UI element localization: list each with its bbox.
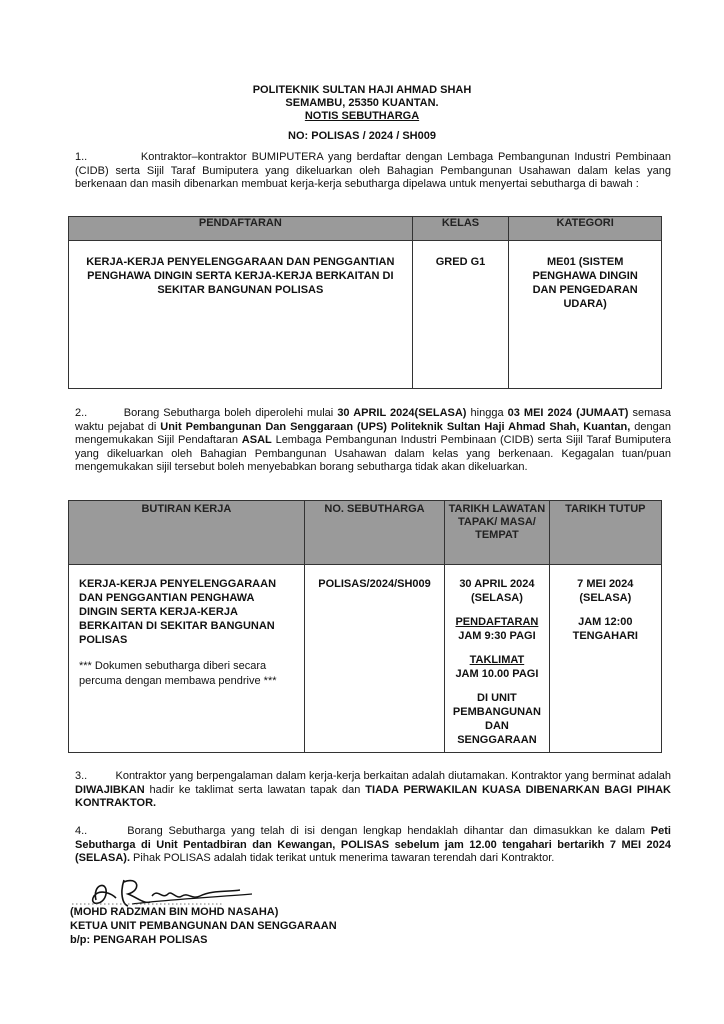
reference-number: NO: POLISAS / 2024 / SH009	[288, 130, 436, 142]
registration-table	[68, 216, 662, 389]
header-pendaftaran: PENDAFTARAN	[69, 217, 413, 241]
text-segment: hingga	[466, 407, 508, 419]
header-tutup: TARIKH TUTUP	[549, 501, 661, 565]
paragraph-number: 3..	[75, 770, 88, 782]
briefing-label: TAKLIMAT	[469, 654, 525, 666]
briefing-time: JAM 10.00 PAGI	[455, 668, 539, 680]
on-behalf-of: b/p: PENGARAH POLISAS	[70, 934, 208, 946]
institution-name: POLITEKNIK SULTAN HAJI AHMAD SHAH	[252, 84, 472, 96]
office-location: Unit Pembangunan Dan Senggaraan (UPS) Politeknik Sultan Haji Ahmad Shah, Kuantan,	[160, 420, 631, 433]
kategori-cell: ME01 (SISTEM PENGHAWA DINGIN DAN PENGEDARAN UDARA)	[532, 256, 638, 310]
quotation-number: POLISAS/2024/SH009	[318, 578, 431, 590]
signatory-title: KETUA UNIT PEMBANGUNAN DAN SENGGARAAN	[70, 920, 337, 932]
site-visit-date: 30 APRIL 2024	[459, 578, 535, 590]
header-butiran: BUTIRAN KERJA	[69, 501, 305, 565]
mandatory-emphasis: DIWAJIBKAN	[75, 783, 145, 796]
paragraph-number: 4..	[75, 825, 88, 837]
kelas-cell: GRED G1	[435, 256, 486, 268]
text-segment: hadir ke taklimat serta lawatan tapak dan	[144, 783, 366, 796]
header-kategori: KATEGORI	[509, 217, 662, 241]
no-proxy-emphasis: TIADA PERWAKILAN KUASA DIBENARKAN BAGI PIHAK KONTRAKTOR.	[75, 783, 671, 809]
butiran-cell: KERJA-KERJA PENYELENGGARAAN DAN PENGGANTIAN PENGHAWA DINGIN SERTA KERJA-KERJA BERKAITAN DI SEKITAR BANGUNAN POLISAS	[79, 578, 277, 646]
paragraph-2	[75, 407, 671, 475]
start-date: 30 APRIL 2024(SELASA)	[337, 407, 467, 419]
site-visit-day: (SELASA)	[470, 592, 523, 604]
closing-date: 7 MEI 2024	[577, 578, 634, 590]
pendaftaran-cell: KERJA-KERJA PENYELENGGARAAN DAN PENGGANTIAN PENGHAWA DINGIN SERTA KERJA-KERJA BERKAITAN DI SEKITAR BANGUNAN POLISAS	[86, 256, 395, 296]
text-segment: semasa waktu pejabat di	[75, 407, 671, 433]
submission-location: Peti Sebutharga di Unit Pentadbiran dan Kewangan, POLISAS sebelum jam 12.00 tengahari bertarikh 7 MEI 2024 (SELASA).	[75, 825, 671, 864]
closing-time: JAM 12:00 TENGAHARI	[572, 616, 638, 642]
text-segment: Borang Sebutharga boleh diperolehi mulai	[123, 407, 338, 419]
paragraph-text: Kontraktor–kontraktor BUMIPUTERA yang berdaftar dengan Lembaga Pembangunan Industri Pembinaan (CIDB) serta Sijil Taraf Bumiputera yang dikeluarkan oleh Bahagian Pembangunan Usahawan dalam kelas yang berkenaan dan masih dibenarkan membuat kerja-kerja sebutharga dipelawa untuk menyertai sebutharga di bawah :	[75, 151, 671, 190]
text-segment: Kontraktor yang berpengalaman dalam kerja-kerja berkaitan adalah diutamakan. Kontraktor yang berminat adalah	[115, 770, 671, 782]
paragraph-number: 2..	[75, 407, 88, 419]
end-date: 03 MEI 2024 (JUMAAT)	[507, 407, 629, 419]
notice-title: NOTIS SEBUTHARGA	[304, 110, 420, 122]
quotation-details-table	[68, 500, 662, 753]
text-segment: dengan mengemukakan Sijil Pendaftaran	[75, 420, 671, 446]
text-segment: Borang Sebutharga yang telah di isi dengan lengkap hendaklah dihantar dan dimasukkan ke dalam	[127, 825, 651, 837]
header-no: NO. SEBUTHARGA	[304, 501, 444, 565]
paragraph-3	[75, 770, 671, 811]
header-kelas: KELAS	[412, 217, 509, 241]
asal-emphasis: ASAL	[241, 434, 272, 446]
venue: DI UNIT PEMBANGUNAN DAN SENGGARAAN	[452, 692, 541, 746]
paragraph-1	[75, 151, 671, 192]
pendrive-note: *** Dokumen sebutharga diberi secara percuma dengan membawa pendrive ***	[79, 660, 277, 687]
signatory-name: (MOHD RADZMAN BIN MOHD NASAHA)	[70, 906, 279, 918]
text-segment: Pihak POLISAS adalah tidak terikat untuk menerima tawaran terendah dari Kontraktor.	[130, 852, 555, 864]
registration-label: PENDAFTARAN	[455, 616, 539, 628]
registration-time: JAM 9:30 PAGI	[458, 630, 536, 642]
paragraph-number: 1..	[75, 151, 88, 163]
header-lawatan: TARIKH LAWATAN TAPAK/ MASA/ TEMPAT	[445, 501, 549, 565]
paragraph-4	[75, 825, 671, 866]
text-segment: Lembaga Pembangunan Industri Pembinaan (CIDB) serta Sijil Taraf Bumiputera yang dikeluarkan oleh Bahagian Pembangunan Usahawan dalam kelas yang berkenaan. Kegagalan tuan/puan mengemukakan sijil tersebut boleh menyebabkan borang sebutharga tidak akan dikeluarkan.	[75, 434, 672, 473]
closing-day: (SELASA)	[579, 592, 632, 604]
institution-address: SEMAMBU, 25350 KUANTAN.	[285, 97, 439, 109]
